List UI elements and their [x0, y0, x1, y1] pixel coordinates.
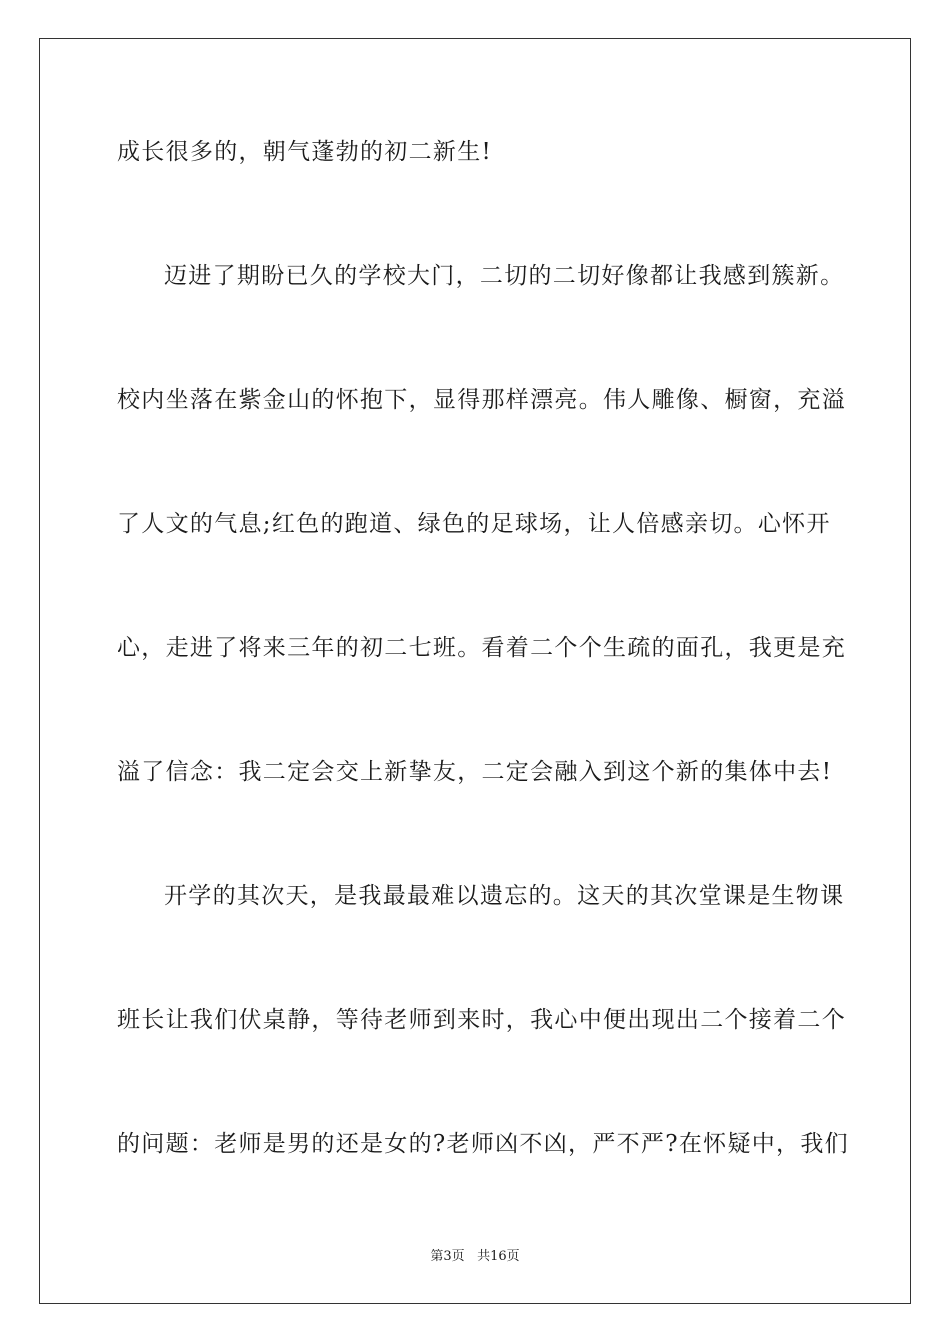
text-line-6: 溢了信念：我二定会交上新挚友，二定会融入到这个新的集体中去! [117, 759, 833, 785]
page-total: 共16页 [477, 1249, 520, 1264]
text-line-1: 成长很多的，朝气蓬勃的初二新生! [117, 139, 493, 165]
text-line-8: 班长让我们伏桌静，等待老师到来时，我心中便出现出二个接着二个 [117, 1007, 846, 1033]
text-line-3: 校内坐落在紫金山的怀抱下，显得那样漂亮。伟人雕像、橱窗，充溢 [117, 387, 846, 413]
page-number: 第3页 [430, 1249, 465, 1264]
text-line-7: 开学的其次天，是我最最难以遗忘的。这天的其次堂课是生物课 [164, 883, 845, 909]
text-line-2: 迈进了期盼已久的学校大门，二切的二切好像都让我感到簇新。 [164, 263, 845, 289]
text-line-4: 了人文的气息;红色的跑道、绿色的足球场，让人倍感亲切。心怀开 [117, 511, 831, 537]
page-footer [0, 1248, 950, 1266]
text-line-9: 的问题：老师是男的还是女的?老师凶不凶，严不严?在怀疑中，我们 [117, 1131, 849, 1157]
page-border [39, 38, 911, 1304]
text-line-5: 心，走进了将来三年的初二七班。看着二个个生疏的面孔，我更是充 [117, 635, 846, 661]
